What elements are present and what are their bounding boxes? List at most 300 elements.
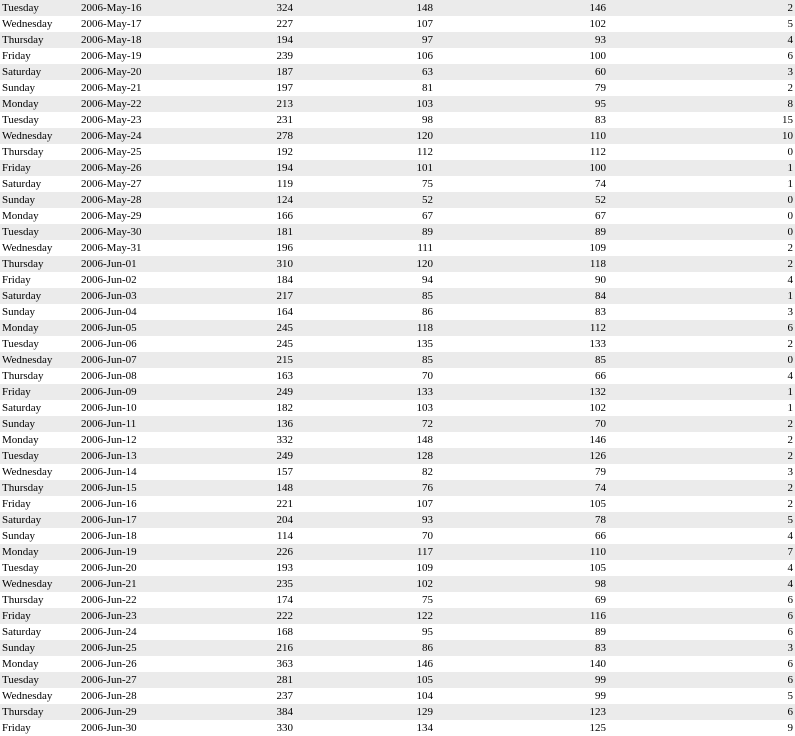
value-4-cell: 6 [608,656,795,672]
value-3-cell: 70 [435,416,608,432]
table-row [0,448,795,464]
value-4-cell: 2 [608,80,795,96]
value-2-cell: 148 [295,0,435,16]
date-cell: 2006-Jun-01 [79,256,199,272]
date-cell: 2006-Jun-02 [79,272,199,288]
value-2-cell: 82 [295,464,435,480]
value-3-cell: 90 [435,272,608,288]
value-1-cell: 226 [199,544,295,560]
value-3-cell: 99 [435,688,608,704]
value-1-cell: 245 [199,336,295,352]
value-2-cell: 128 [295,448,435,464]
value-1-cell: 194 [199,160,295,176]
value-2-cell: 95 [295,624,435,640]
value-2-cell: 97 [295,32,435,48]
value-4-cell: 3 [608,640,795,656]
value-4-cell: 8 [608,96,795,112]
date-cell: 2006-May-30 [79,224,199,240]
value-3-cell: 123 [435,704,608,720]
value-2-cell: 94 [295,272,435,288]
date-cell: 2006-Jun-03 [79,288,199,304]
value-3-cell: 105 [435,560,608,576]
value-4-cell: 7 [608,544,795,560]
value-4-cell: 9 [608,720,795,736]
value-1-cell: 231 [199,112,295,128]
date-cell: 2006-Jun-14 [79,464,199,480]
value-1-cell: 184 [199,272,295,288]
date-cell: 2006-Jun-07 [79,352,199,368]
date-cell: 2006-May-31 [79,240,199,256]
value-3-cell: 89 [435,224,608,240]
value-3-cell: 112 [435,320,608,336]
day-cell: Monday [0,96,79,112]
table-row [0,64,795,80]
day-cell: Sunday [0,528,79,544]
day-cell: Wednesday [0,352,79,368]
value-3-cell: 95 [435,96,608,112]
date-cell: 2006-Jun-26 [79,656,199,672]
value-3-cell: 69 [435,592,608,608]
value-1-cell: 163 [199,368,295,384]
value-4-cell: 0 [608,192,795,208]
value-4-cell: 2 [608,256,795,272]
value-1-cell: 215 [199,352,295,368]
day-cell: Tuesday [0,224,79,240]
day-cell: Friday [0,272,79,288]
value-1-cell: 227 [199,16,295,32]
value-1-cell: 221 [199,496,295,512]
value-4-cell: 2 [608,336,795,352]
value-4-cell: 2 [608,416,795,432]
date-cell: 2006-May-18 [79,32,199,48]
value-2-cell: 86 [295,640,435,656]
value-1-cell: 182 [199,400,295,416]
table-row [0,304,795,320]
value-3-cell: 60 [435,64,608,80]
value-1-cell: 310 [199,256,295,272]
table-row [0,336,795,352]
date-cell: 2006-May-26 [79,160,199,176]
day-cell: Friday [0,608,79,624]
table-row [0,640,795,656]
value-4-cell: 10 [608,128,795,144]
date-cell: 2006-Jun-17 [79,512,199,528]
value-3-cell: 110 [435,128,608,144]
table-row [0,416,795,432]
value-2-cell: 106 [295,48,435,64]
day-cell: Friday [0,48,79,64]
value-2-cell: 120 [295,256,435,272]
day-cell: Monday [0,656,79,672]
value-2-cell: 102 [295,576,435,592]
value-4-cell: 2 [608,240,795,256]
value-3-cell: 84 [435,288,608,304]
value-2-cell: 105 [295,672,435,688]
value-2-cell: 75 [295,592,435,608]
day-cell: Wednesday [0,464,79,480]
table-row [0,0,795,16]
value-2-cell: 72 [295,416,435,432]
value-3-cell: 99 [435,672,608,688]
value-4-cell: 4 [608,576,795,592]
value-1-cell: 174 [199,592,295,608]
value-2-cell: 118 [295,320,435,336]
day-cell: Tuesday [0,112,79,128]
day-cell: Saturday [0,64,79,80]
date-cell: 2006-Jun-12 [79,432,199,448]
value-2-cell: 148 [295,432,435,448]
date-cell: 2006-Jun-05 [79,320,199,336]
value-1-cell: 204 [199,512,295,528]
value-4-cell: 0 [608,224,795,240]
day-cell: Thursday [0,704,79,720]
value-1-cell: 213 [199,96,295,112]
table-row [0,272,795,288]
value-2-cell: 107 [295,496,435,512]
day-cell: Tuesday [0,672,79,688]
value-3-cell: 78 [435,512,608,528]
date-cell: 2006-May-17 [79,16,199,32]
date-cell: 2006-Jun-08 [79,368,199,384]
table-row [0,112,795,128]
value-2-cell: 133 [295,384,435,400]
date-cell: 2006-Jun-10 [79,400,199,416]
value-4-cell: 1 [608,176,795,192]
value-1-cell: 119 [199,176,295,192]
value-1-cell: 217 [199,288,295,304]
day-cell: Wednesday [0,688,79,704]
value-2-cell: 146 [295,656,435,672]
value-4-cell: 4 [608,368,795,384]
table-row [0,352,795,368]
table-row [0,256,795,272]
value-1-cell: 136 [199,416,295,432]
day-cell: Sunday [0,80,79,96]
day-cell: Thursday [0,368,79,384]
value-1-cell: 193 [199,560,295,576]
value-4-cell: 3 [608,304,795,320]
table-row [0,240,795,256]
value-4-cell: 2 [608,480,795,496]
value-3-cell: 100 [435,160,608,176]
value-1-cell: 363 [199,656,295,672]
value-2-cell: 93 [295,512,435,528]
value-1-cell: 192 [199,144,295,160]
day-cell: Sunday [0,416,79,432]
date-cell: 2006-Jun-04 [79,304,199,320]
day-cell: Monday [0,208,79,224]
value-2-cell: 120 [295,128,435,144]
value-1-cell: 164 [199,304,295,320]
table-row [0,464,795,480]
value-4-cell: 5 [608,16,795,32]
value-1-cell: 124 [199,192,295,208]
value-4-cell: 15 [608,112,795,128]
value-4-cell: 3 [608,64,795,80]
value-1-cell: 148 [199,480,295,496]
date-cell: 2006-May-22 [79,96,199,112]
date-cell: 2006-Jun-18 [79,528,199,544]
value-3-cell: 110 [435,544,608,560]
value-4-cell: 6 [608,624,795,640]
value-3-cell: 140 [435,656,608,672]
value-1-cell: 181 [199,224,295,240]
value-4-cell: 6 [608,48,795,64]
table-row [0,560,795,576]
date-cell: 2006-Jun-23 [79,608,199,624]
value-2-cell: 111 [295,240,435,256]
value-2-cell: 103 [295,96,435,112]
table-row [0,656,795,672]
date-cell: 2006-Jun-29 [79,704,199,720]
value-4-cell: 2 [608,432,795,448]
day-cell: Thursday [0,592,79,608]
value-4-cell: 4 [608,32,795,48]
date-cell: 2006-May-20 [79,64,199,80]
table-row [0,48,795,64]
table-row [0,96,795,112]
day-cell: Wednesday [0,576,79,592]
day-cell: Wednesday [0,16,79,32]
table-row [0,16,795,32]
day-cell: Sunday [0,304,79,320]
value-4-cell: 5 [608,512,795,528]
value-4-cell: 3 [608,464,795,480]
day-cell: Thursday [0,480,79,496]
value-4-cell: 1 [608,400,795,416]
table-row [0,384,795,400]
value-1-cell: 324 [199,0,295,16]
value-2-cell: 101 [295,160,435,176]
value-4-cell: 2 [608,0,795,16]
value-2-cell: 63 [295,64,435,80]
day-cell: Wednesday [0,240,79,256]
day-cell: Saturday [0,512,79,528]
value-4-cell: 5 [608,688,795,704]
value-3-cell: 116 [435,608,608,624]
value-4-cell: 6 [608,592,795,608]
value-2-cell: 70 [295,528,435,544]
date-cell: 2006-May-21 [79,80,199,96]
value-1-cell: 114 [199,528,295,544]
value-3-cell: 83 [435,112,608,128]
day-cell: Tuesday [0,560,79,576]
date-cell: 2006-Jun-27 [79,672,199,688]
value-1-cell: 278 [199,128,295,144]
value-3-cell: 83 [435,304,608,320]
day-cell: Thursday [0,32,79,48]
table-row [0,704,795,720]
value-4-cell: 6 [608,672,795,688]
value-3-cell: 125 [435,720,608,736]
date-cell: 2006-Jun-11 [79,416,199,432]
value-1-cell: 245 [199,320,295,336]
date-cell: 2006-May-19 [79,48,199,64]
value-3-cell: 105 [435,496,608,512]
date-cell: 2006-Jun-16 [79,496,199,512]
table-row [0,432,795,448]
value-4-cell: 1 [608,288,795,304]
value-4-cell: 0 [608,144,795,160]
day-cell: Monday [0,544,79,560]
value-2-cell: 103 [295,400,435,416]
value-2-cell: 109 [295,560,435,576]
value-1-cell: 194 [199,32,295,48]
value-3-cell: 79 [435,464,608,480]
date-cell: 2006-May-27 [79,176,199,192]
value-3-cell: 67 [435,208,608,224]
table-row [0,672,795,688]
value-1-cell: 216 [199,640,295,656]
date-cell: 2006-Jun-20 [79,560,199,576]
value-3-cell: 118 [435,256,608,272]
date-cell: 2006-Jun-28 [79,688,199,704]
value-3-cell: 74 [435,480,608,496]
table-row [0,224,795,240]
table-row [0,288,795,304]
value-1-cell: 332 [199,432,295,448]
table-row [0,592,795,608]
value-3-cell: 100 [435,48,608,64]
value-3-cell: 89 [435,624,608,640]
table-row [0,496,795,512]
table-row [0,512,795,528]
value-1-cell: 168 [199,624,295,640]
value-2-cell: 98 [295,112,435,128]
value-3-cell: 102 [435,16,608,32]
value-3-cell: 93 [435,32,608,48]
value-4-cell: 6 [608,320,795,336]
value-2-cell: 85 [295,288,435,304]
value-1-cell: 237 [199,688,295,704]
value-1-cell: 249 [199,384,295,400]
day-cell: Tuesday [0,336,79,352]
value-3-cell: 66 [435,528,608,544]
value-3-cell: 146 [435,432,608,448]
value-3-cell: 132 [435,384,608,400]
day-cell: Thursday [0,256,79,272]
value-1-cell: 197 [199,80,295,96]
value-1-cell: 166 [199,208,295,224]
value-2-cell: 70 [295,368,435,384]
day-cell: Friday [0,720,79,736]
table-row [0,80,795,96]
day-cell: Saturday [0,288,79,304]
date-cell: 2006-Jun-19 [79,544,199,560]
value-3-cell: 126 [435,448,608,464]
date-cell: 2006-Jun-22 [79,592,199,608]
table-row [0,144,795,160]
date-cell: 2006-May-25 [79,144,199,160]
table-row [0,624,795,640]
value-2-cell: 52 [295,192,435,208]
value-2-cell: 117 [295,544,435,560]
value-1-cell: 239 [199,48,295,64]
table-row [0,320,795,336]
date-cell: 2006-May-23 [79,112,199,128]
date-cell: 2006-May-29 [79,208,199,224]
value-1-cell: 187 [199,64,295,80]
table-row [0,480,795,496]
value-2-cell: 107 [295,16,435,32]
table-row [0,128,795,144]
value-1-cell: 249 [199,448,295,464]
value-3-cell: 133 [435,336,608,352]
value-2-cell: 112 [295,144,435,160]
day-cell: Monday [0,432,79,448]
value-4-cell: 0 [608,352,795,368]
value-3-cell: 52 [435,192,608,208]
value-1-cell: 384 [199,704,295,720]
date-cell: 2006-Jun-09 [79,384,199,400]
table-row [0,608,795,624]
table-row [0,32,795,48]
table-row [0,208,795,224]
table-row [0,528,795,544]
value-4-cell: 4 [608,272,795,288]
value-4-cell: 6 [608,704,795,720]
date-cell: 2006-Jun-24 [79,624,199,640]
value-2-cell: 129 [295,704,435,720]
value-1-cell: 281 [199,672,295,688]
value-4-cell: 0 [608,208,795,224]
day-cell: Saturday [0,624,79,640]
table-row [0,192,795,208]
value-2-cell: 135 [295,336,435,352]
value-1-cell: 157 [199,464,295,480]
date-cell: 2006-Jun-21 [79,576,199,592]
value-2-cell: 81 [295,80,435,96]
value-4-cell: 4 [608,560,795,576]
value-2-cell: 122 [295,608,435,624]
date-cell: 2006-Jun-30 [79,720,199,736]
value-3-cell: 79 [435,80,608,96]
value-2-cell: 134 [295,720,435,736]
value-1-cell: 235 [199,576,295,592]
value-3-cell: 66 [435,368,608,384]
date-cell: 2006-Jun-25 [79,640,199,656]
date-cell: 2006-May-28 [79,192,199,208]
value-3-cell: 146 [435,0,608,16]
table-row [0,576,795,592]
value-3-cell: 112 [435,144,608,160]
value-4-cell: 2 [608,448,795,464]
value-1-cell: 330 [199,720,295,736]
date-cell: 2006-Jun-06 [79,336,199,352]
table-row [0,368,795,384]
day-cell: Friday [0,496,79,512]
value-3-cell: 74 [435,176,608,192]
table-row [0,720,795,736]
table-row [0,544,795,560]
table-row [0,400,795,416]
day-cell: Wednesday [0,128,79,144]
value-2-cell: 76 [295,480,435,496]
value-1-cell: 196 [199,240,295,256]
value-2-cell: 85 [295,352,435,368]
value-4-cell: 4 [608,528,795,544]
value-3-cell: 102 [435,400,608,416]
date-cell: 2006-May-16 [79,0,199,16]
value-3-cell: 85 [435,352,608,368]
day-cell: Saturday [0,400,79,416]
table-row [0,160,795,176]
value-4-cell: 1 [608,384,795,400]
table-row [0,688,795,704]
day-cell: Thursday [0,144,79,160]
day-cell: Monday [0,320,79,336]
value-2-cell: 86 [295,304,435,320]
